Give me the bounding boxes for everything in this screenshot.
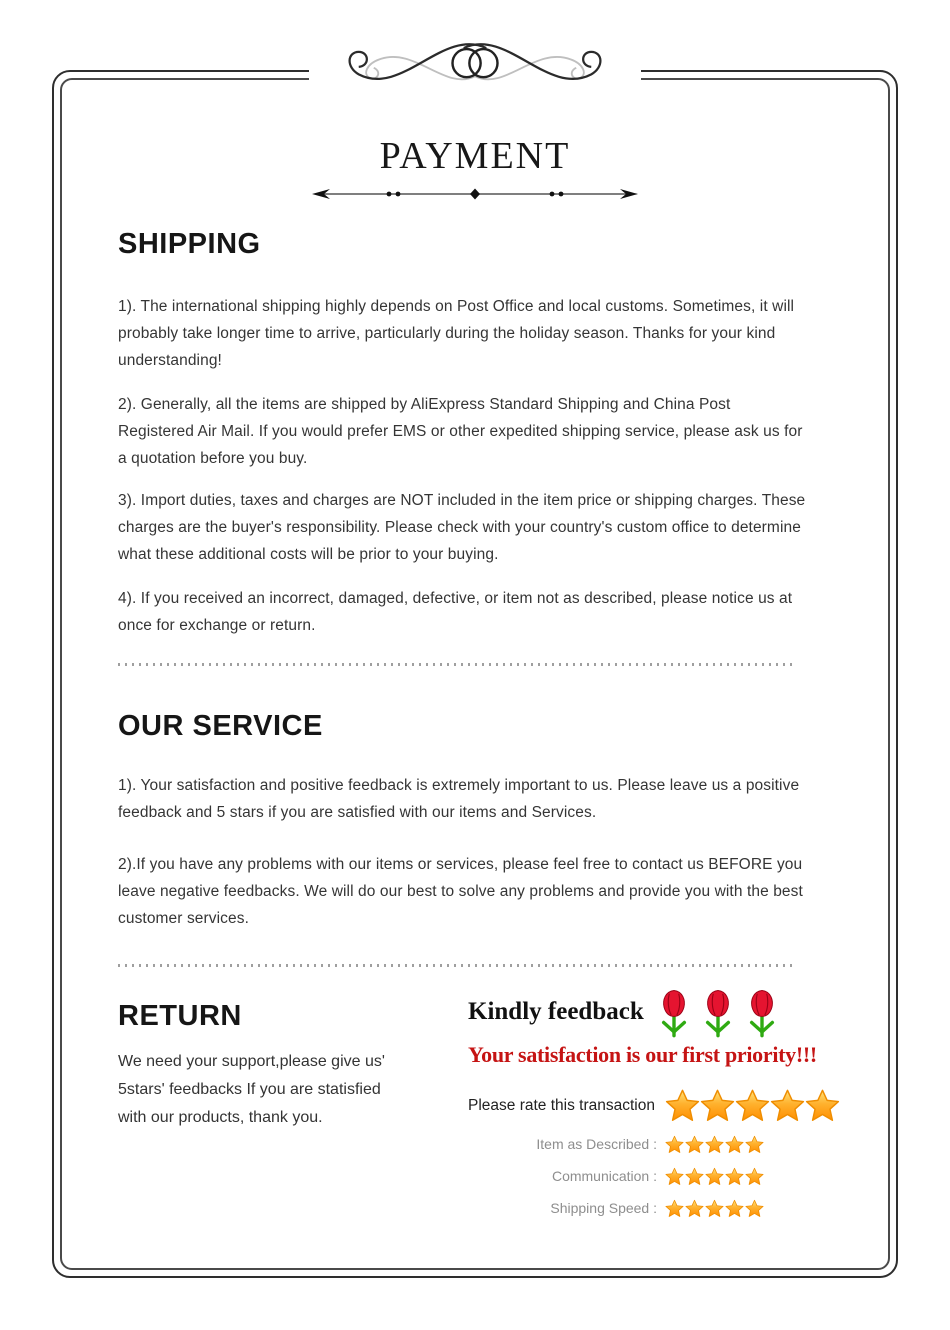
- rating-label: Communication :: [551, 1168, 657, 1184]
- shipping-paragraph: 3). Import duties, taxes and charges are NOT included in the item price or shipping charges. These charges are the buyer's responsibility. Please check with your country's custom office to determine what these additional costs will be prior to your buying.: [118, 492, 806, 563]
- rating-stars-large: [665, 1088, 840, 1123]
- rate-transaction-label: Please rate this transaction: [468, 1096, 655, 1114]
- star-icon: [705, 1199, 724, 1218]
- star-icon: [745, 1135, 764, 1154]
- star-icon: [685, 1135, 704, 1154]
- star-icon: [725, 1199, 744, 1218]
- rose-icon: [702, 988, 734, 1040]
- rose-icons: [658, 988, 778, 1040]
- star-icon: [685, 1199, 704, 1218]
- star-icon: [725, 1167, 744, 1186]
- rating-stars: [665, 1167, 764, 1186]
- star-icon: [705, 1167, 724, 1186]
- rating-label: Item as Described :: [536, 1136, 657, 1152]
- star-icon: [665, 1135, 684, 1154]
- return-line: with our products, thank you.: [118, 1109, 323, 1126]
- priority-banner: Your satisfaction is our first priority!!!: [468, 1042, 817, 1067]
- star-icon: [700, 1088, 735, 1123]
- star-icon: [665, 1088, 700, 1123]
- rating-stars: [665, 1135, 764, 1154]
- shipping-heading: SHIPPING: [118, 228, 261, 260]
- star-icon: [725, 1135, 744, 1154]
- flourish-ornament: [309, 34, 641, 96]
- star-icon: [805, 1088, 840, 1123]
- star-icon: [735, 1088, 770, 1123]
- star-icon: [705, 1135, 724, 1154]
- rating-row: [468, 1165, 764, 1187]
- star-icon: [745, 1167, 764, 1186]
- rating-row: [468, 1197, 764, 1219]
- return-heading: RETURN: [118, 1000, 242, 1032]
- feedback-block: [468, 990, 878, 1219]
- rating-label: Shipping Speed :: [550, 1200, 657, 1216]
- star-icon: [745, 1199, 764, 1218]
- rose-icon: [658, 988, 690, 1040]
- kindly-feedback-label: Kindly feedback: [468, 998, 644, 1025]
- service-heading: OUR SERVICE: [118, 710, 323, 742]
- flourish-icon: [325, 34, 625, 96]
- dashed-divider: [118, 663, 792, 666]
- star-icon: [665, 1167, 684, 1186]
- rating-stars: [665, 1199, 764, 1218]
- service-paragraph: 1). Your satisfaction and positive feedback is extremely important to us. Please leave us a positive feedback and 5 stars if you are satisfied with our items and Services.: [118, 777, 800, 821]
- dashed-divider: [118, 964, 792, 967]
- return-text: [118, 1048, 458, 1132]
- shipping-paragraph: 4). If you received an incorrect, damaged, defective, or item not as described, please notice us at once for exchange or return.: [118, 590, 793, 634]
- arrow-divider-icon: [310, 186, 640, 202]
- rating-row: [468, 1133, 764, 1155]
- service-paragraph: 2).If you have any problems with our items or services, please feel free to contact us BEFORE you leave negative feedbacks. We will do our best to solve any problems and provide you with the best customer services.: [118, 856, 803, 927]
- page-title: PAYMENT: [379, 135, 571, 177]
- shipping-paragraph: 2). Generally, all the items are shipped by AliExpress Standard Shipping and China Post Registered Air Mail. If you would prefer EMS or other expedited shipping service, please ask us for a quotation before you buy.: [118, 396, 803, 467]
- shipping-paragraph: 1). The international shipping highly depends on Post Office and local customs. Sometimes, it will probably take longer time to arrive, particularly during the holiday season. Thanks for your kind understanding!: [118, 298, 795, 369]
- star-icon: [770, 1088, 805, 1123]
- star-icon: [665, 1199, 684, 1218]
- star-icon: [685, 1167, 704, 1186]
- return-line: 5stars' feedbacks If you are statisfied: [118, 1081, 381, 1098]
- rose-icon: [746, 988, 778, 1040]
- return-line: We need your support,please give us': [118, 1053, 385, 1070]
